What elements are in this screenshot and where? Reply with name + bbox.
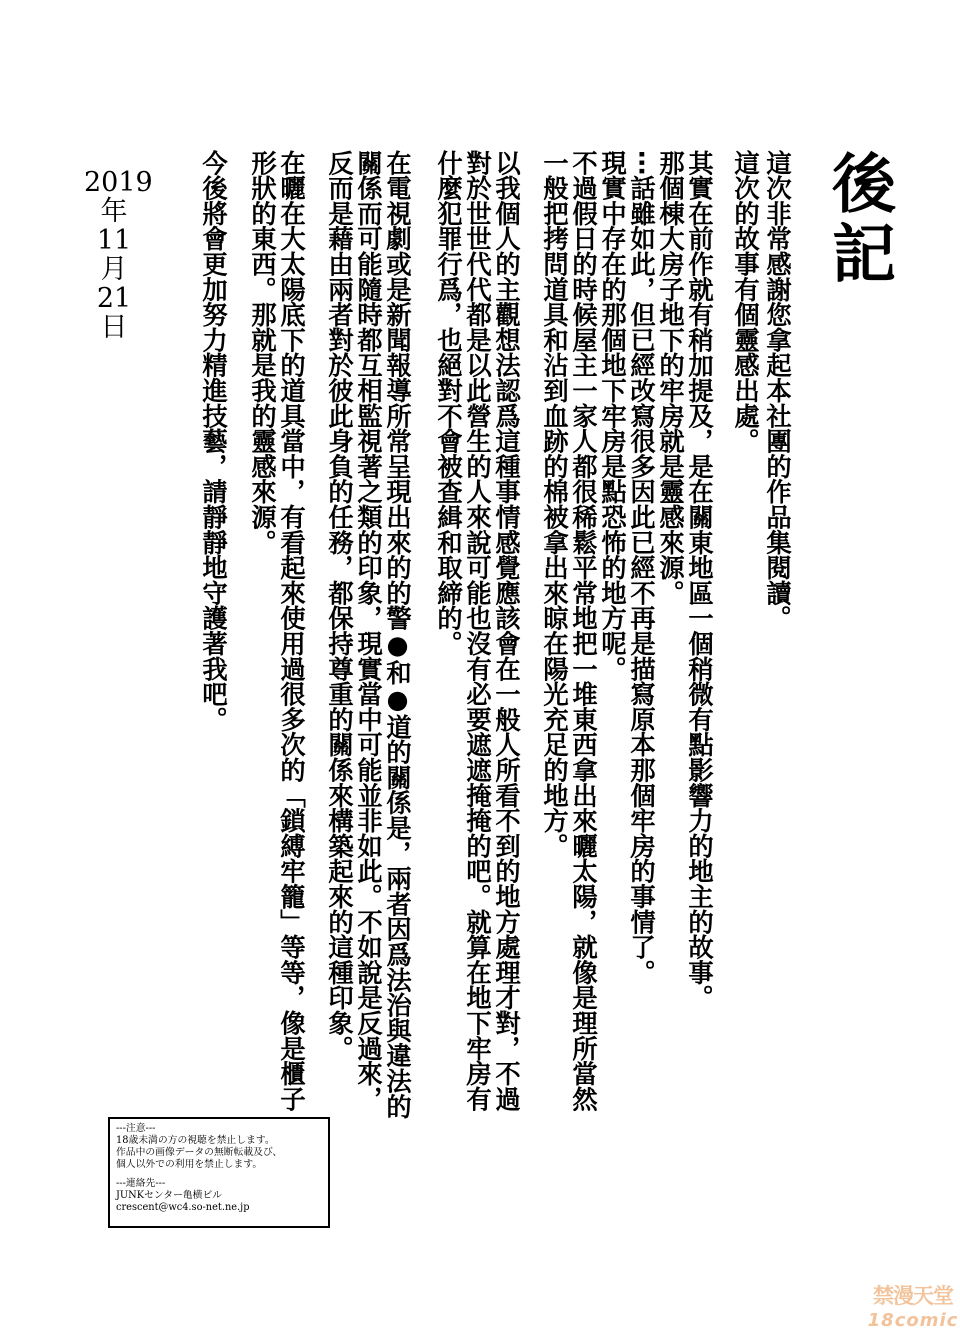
- body-column-3: 其實在前作就有稍加提及，是在關東地區一個稍微有點影響力的地主的故事。: [685, 150, 714, 1011]
- notice-box: [108, 1117, 330, 1228]
- notice-header: ---注意---: [116, 1123, 156, 1134]
- watermark-sub: 18comic: [867, 1310, 959, 1331]
- page-title: 後記: [821, 150, 895, 290]
- date-day: 21: [96, 283, 132, 314]
- body-column-6: 現實中存在的那個地下牢房是點恐怖的地方呢。: [598, 150, 627, 682]
- body-column-11: 什麼犯罪行爲，也絕對不會被查緝和取締的。: [434, 150, 463, 656]
- date-vertical: [84, 167, 153, 343]
- body-column-4: 那個棟大房子地下的牢房就是靈感來源。: [656, 150, 685, 606]
- date-year-char: 年: [100, 196, 128, 227]
- contact-name: JUNKセンター亀横ビル: [116, 1190, 223, 1201]
- date-month: 11: [96, 225, 132, 256]
- body-column-8: 一般把拷問道具和沾到血跡的棉被拿出來晾在陽光充足的地方。: [540, 150, 569, 859]
- body-column-13: 關係而可能隨時都互相監視著之類的印象，現實當中可能並非如此。不如說是反過來，: [354, 150, 383, 1112]
- watermark-main: 禁漫天堂: [873, 1284, 953, 1308]
- body-column-5: ⋯話雖如此，但已經改寫很多因此已經不再是描寫原本那個牢房的事情了。: [627, 150, 656, 985]
- body-column-12: 在電視劇或是新聞報導所常呈現出來的的警●和●道的關係是，兩者因爲法治與違法的: [383, 150, 412, 1119]
- body-column-16: 形狀的東西。那就是我的靈感來源。: [248, 150, 277, 555]
- body-column-2: 這次的故事有個靈感出處。: [731, 150, 760, 454]
- contact-email: crescent@wc4.so-net.ne.jp: [116, 1202, 250, 1213]
- date-day-char: 日: [100, 312, 128, 343]
- notice-line-2: 作品中の画像データの無断転載及び、: [116, 1147, 283, 1158]
- body-column-14: 反而是藉由兩者對於彼此身負的任務，都保持尊重的關係來構築起來的這種印象。: [325, 150, 354, 1061]
- body-column-1: 這次非常感謝您拿起本社團的作品集閱讀。: [763, 150, 792, 631]
- site-watermark: [866, 1282, 960, 1336]
- body-column-15: 在曬在大太陽底下的道具當中，有看起來使用過很多次的「鎖縛牢籠」等等，像是櫃子: [277, 150, 306, 1112]
- body-column-7: 不過假日的時候屋主一家人都很稀鬆平常地把一堆東西拿出來曬太陽，就像是理所當然: [569, 150, 598, 1112]
- body-column-9: 以我個人的主觀想法認爲這種事情感覺應該會在一般人所看不到的地方處理才對，不過: [492, 150, 521, 1112]
- body-column-17: 今後將會更加努力精進技藝，請靜靜地守護著我吧。: [199, 150, 228, 732]
- notice-line-1: 18歳未満の方の視聴を禁止します。: [116, 1135, 275, 1146]
- date-month-char: 月: [100, 254, 128, 285]
- contact-header: ---連絡先---: [116, 1178, 166, 1189]
- body-column-10: 對於世世代代都是以此營生的人來說可能也沒有必要遮遮掩掩的吧。就算在地下牢房有: [463, 150, 492, 1112]
- notice-line-3: 個人以外での利用を禁止します。: [116, 1159, 263, 1170]
- date-year: 2019: [84, 167, 153, 198]
